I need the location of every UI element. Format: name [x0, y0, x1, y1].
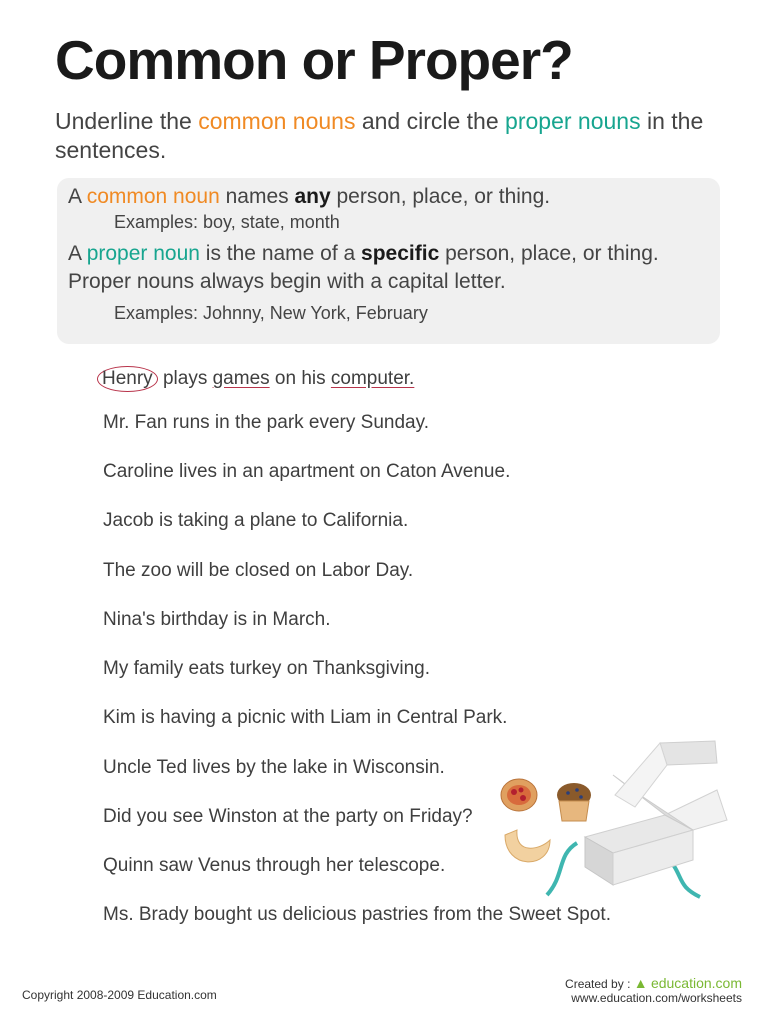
instructions-common: common nouns: [198, 108, 356, 134]
example-part2: on his: [269, 368, 331, 389]
brand-name: education.com: [650, 975, 742, 991]
sentence-item: My family eats turkey on Thanksgiving.: [103, 658, 431, 679]
proper-def-suffix: person, place, or thing.: [439, 242, 659, 265]
common-definition: [68, 185, 550, 209]
proper-def-middle: is the name of a: [199, 242, 362, 265]
instructions-proper: proper nouns: [505, 108, 641, 134]
muffin-icon: [557, 783, 591, 821]
common-def-middle: names: [219, 185, 295, 208]
proper-examples: Examples: Johnny, New York, February: [114, 303, 428, 323]
sentence-item: Mr. Fan runs in the park every Sunday.: [103, 412, 429, 433]
pie-icon: [501, 779, 537, 811]
underlined-common-noun: computer.: [330, 368, 415, 389]
sentence-item: Nina's birthday is in March.: [103, 609, 331, 630]
instructions-suffix: in the sentences.: [55, 108, 704, 163]
sentence-item: Ms. Brady bought us delicious pastries from the Sweet Spot.: [103, 904, 611, 925]
proper-definition: [68, 242, 659, 266]
credit: [565, 975, 742, 1005]
common-examples: Examples: boy, state, month: [114, 212, 340, 232]
box-icon: [585, 741, 727, 885]
sentence-item: The zoo will be closed on Labor Day.: [103, 560, 414, 581]
sentence-item: Quinn saw Venus through her telescope.: [103, 855, 446, 876]
proper-def-prefix: A: [68, 242, 87, 265]
copyright: Copyright 2008-2009 Education.com: [22, 988, 217, 1002]
proper-capital-rule: Proper nouns always begin with a capital letter.: [68, 270, 506, 293]
instructions: [55, 107, 715, 165]
underlined-common-noun: games: [212, 368, 270, 389]
sentence-item: Caroline lives in an apartment on Caton Avenue.: [103, 461, 511, 482]
circled-proper-noun: Henry: [97, 366, 158, 392]
example-sentence: [103, 366, 414, 392]
worksheets-url: www.education.com/worksheets: [571, 991, 742, 1005]
common-def-emph: any: [294, 185, 331, 208]
common-def-term: common noun: [86, 185, 220, 208]
instructions-prefix: Underline the: [55, 108, 199, 134]
proper-def-term: proper noun: [86, 242, 200, 265]
instructions-middle: and circle the: [355, 108, 506, 134]
sentence-item: Did you see Winston at the party on Friday?: [103, 806, 473, 827]
pastry-box-illustration: [495, 735, 735, 910]
example-part1: plays: [157, 368, 213, 389]
sentence-item: Jacob is taking a plane to California.: [103, 510, 409, 531]
definition-box: [57, 178, 720, 344]
proper-def-emph: specific: [361, 242, 440, 265]
sentence-item: Uncle Ted lives by the lake in Wisconsin.: [103, 757, 445, 778]
common-def-suffix: person, place, or thing.: [330, 185, 551, 208]
common-def-prefix: A: [68, 185, 87, 208]
created-by-label: Created by :: [565, 977, 634, 991]
croissant-icon: [505, 830, 550, 862]
page-title: Common or Proper?: [55, 29, 573, 91]
education-logo-icon: ▲: [633, 975, 648, 991]
sentence-item: Kim is having a picnic with Liam in Central Park.: [103, 707, 508, 728]
